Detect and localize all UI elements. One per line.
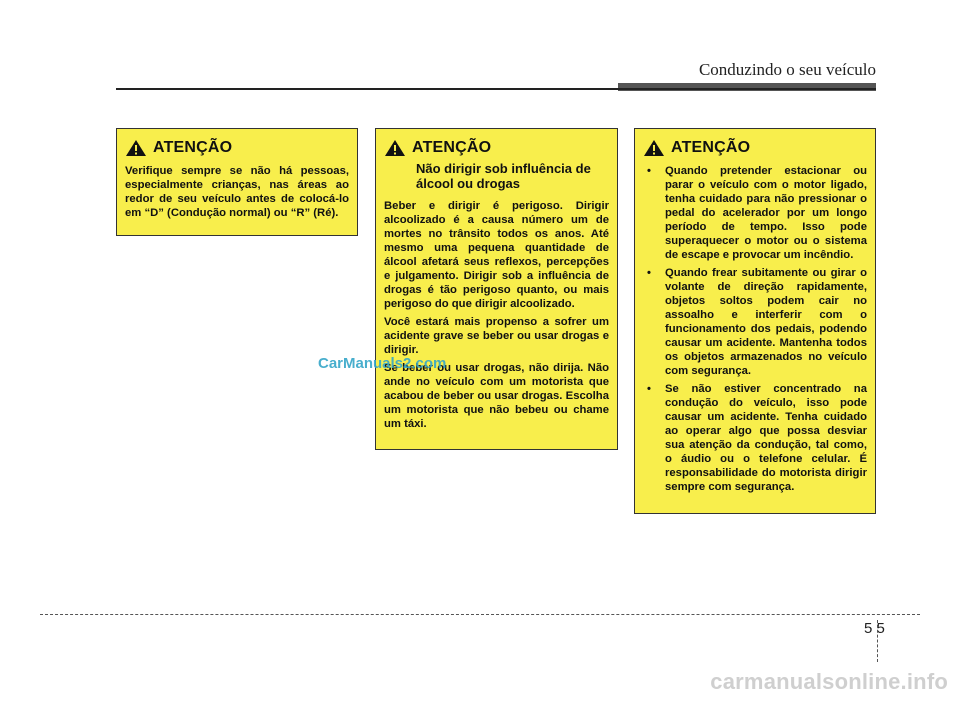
warning-bullet-item: • Se não estiver concentrado na condução do veículo, isso pode causar um acidente. Tenha cuidado ao operar algo que possa desviar sua atenção da condução, tal como, o áudio ou o telefone celular. É responsabilidade do motorista dirigir sempre com segurança. bbox=[643, 382, 867, 494]
warning-box-header bbox=[125, 139, 349, 157]
warning-paragraph: Você estará mais propenso a sofrer um acidente grave se beber ou usar drogas e dirigir. bbox=[384, 316, 609, 356]
warning-bullet-list bbox=[643, 164, 867, 494]
watermark-link[interactable]: CarManuals2.com bbox=[318, 355, 447, 372]
warning-box-3 bbox=[634, 128, 876, 514]
warning-box-header bbox=[384, 139, 609, 157]
warning-triangle-icon bbox=[643, 139, 665, 157]
site-watermark: carmanualsonline.info bbox=[710, 669, 948, 694]
warning-box-subtitle: Não dirigir sob influência de álcool ou drogas bbox=[416, 161, 591, 191]
warning-box-title: ATENÇÃO bbox=[153, 139, 233, 156]
warning-paragraph: Se beber ou usar drogas, não dirija. Não ande no veículo com um motorista que acabou de beber ou usar drogas. Escolha um motorista que não bebeu ou chame um táxi. bbox=[384, 362, 609, 430]
warning-bullet-item: • Quando pretender estacionar ou parar o veículo com o motor ligado, tenha cuidado para não pressionar o pedal do acelerador por um longo período de tempo. Isso pode superaquecer o motor ou o sistema de escape e provocar um incêndio. bbox=[643, 164, 867, 262]
warning-triangle-icon bbox=[125, 139, 147, 157]
page-number: 5 5 bbox=[864, 620, 885, 637]
page-number-divider bbox=[877, 620, 878, 662]
footer-rule bbox=[40, 614, 920, 615]
warning-bullet-item: • Quando frear subitamente ou girar o volante de direção rapidamente, objetos soltos podem cair no assoalho e interferir com o funcionamento dos pedais, podendo causar um acidente. Mantenha todos os objetos armazenados no veículo com segurança. bbox=[643, 266, 867, 378]
warning-box-1 bbox=[116, 128, 358, 236]
warning-triangle-icon bbox=[384, 139, 406, 157]
page-section-title: Conduzindo o seu veículo bbox=[698, 60, 876, 79]
warning-box-title: ATENÇÃO bbox=[412, 139, 492, 156]
header-rule bbox=[116, 88, 876, 90]
warning-box-header bbox=[643, 139, 867, 157]
warning-box-2 bbox=[375, 128, 618, 450]
warning-paragraph: Beber e dirigir é perigoso. Dirigir alcoolizado é a causa número um de mortes no trânsito todos os anos. Até mesmo uma pequena quantidade de álcool afetará seus reflexos, percepções e julgamento. Dirigir sob a influência de drogas é tão perigoso quanto, ou mais perigoso do que dirigir alcoolizado. bbox=[384, 200, 609, 310]
warning-paragraph: Verifique sempre se não há pessoas, especialmente crianças, nas áreas ao redor de seu veículo antes de colocá-lo em “D” (Condução normal) ou “R” (Ré). bbox=[125, 165, 349, 219]
warning-box-title: ATENÇÃO bbox=[671, 139, 751, 156]
